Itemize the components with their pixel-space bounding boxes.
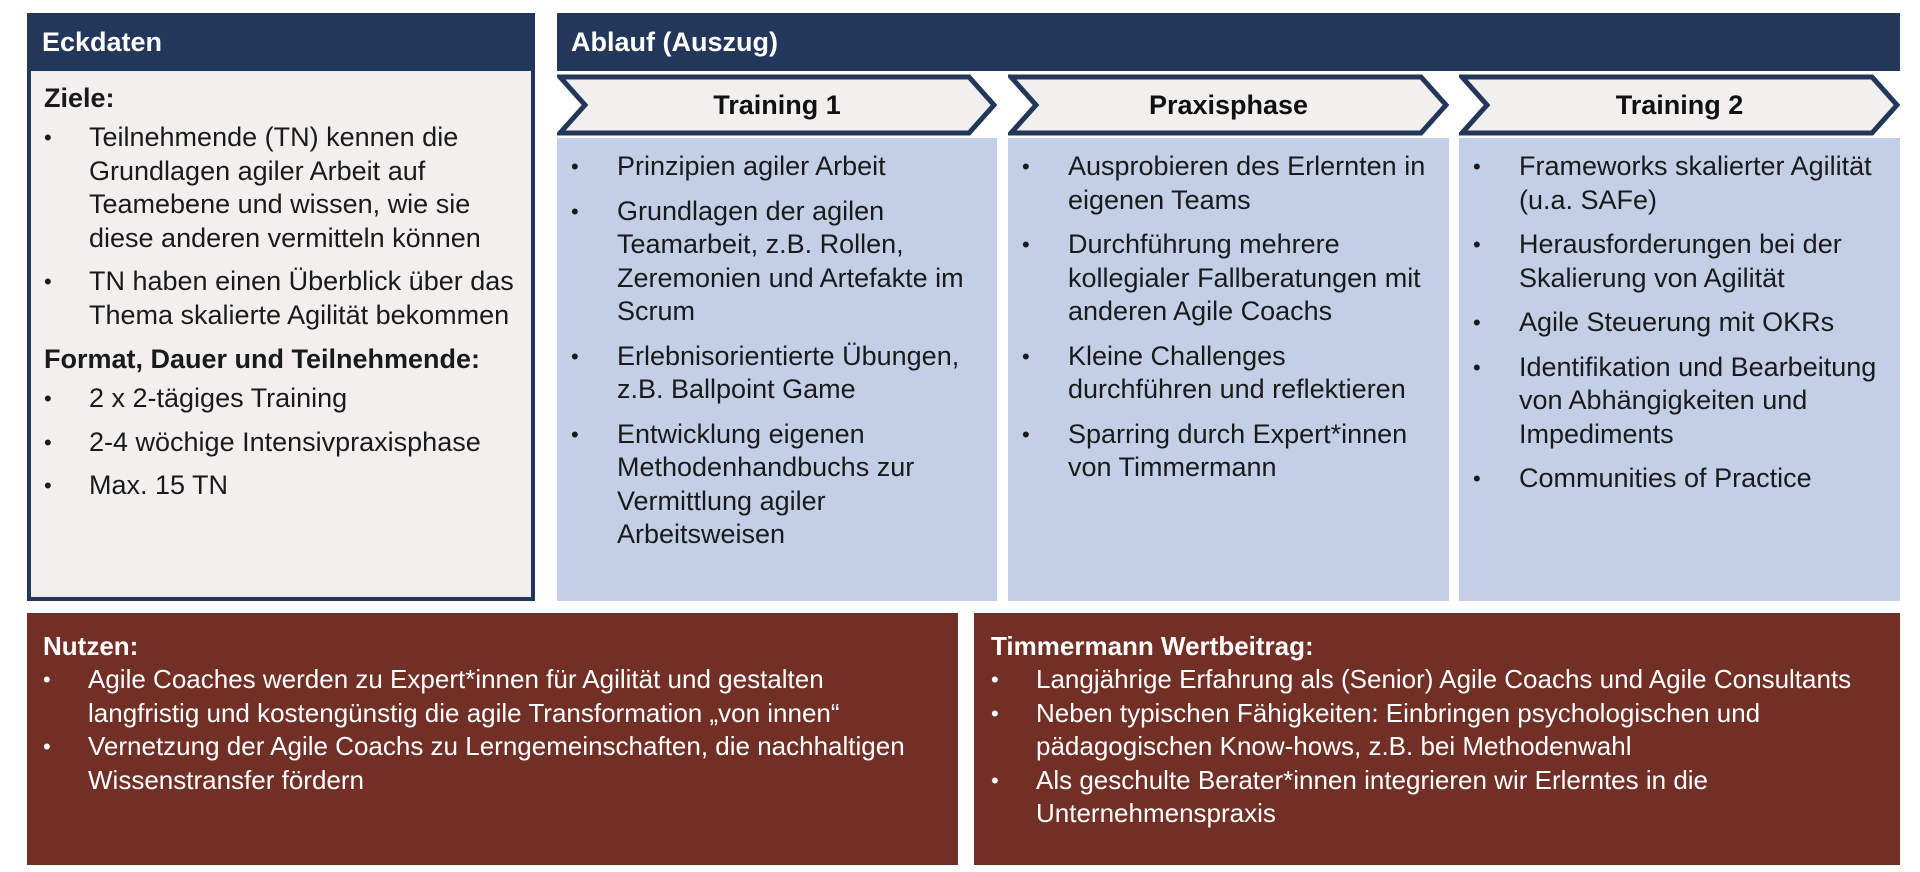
ziele-list [44,121,519,332]
list-item: • Agile Steuerung mit OKRs [1473,306,1886,340]
list-item: • Langjährige Erfahrung als (Senior) Agile Coachs und Agile Consultants [991,663,1884,697]
nutzen-heading: Nutzen: [43,631,139,661]
list-item: • Prinzipien agiler Arbeit [571,150,983,184]
nutzen-list [43,663,942,797]
praxisphase-content [1008,138,1449,601]
list-item: • Frameworks skalierter Agilität (u.a. SAFe) [1473,150,1886,217]
format-list [44,382,519,503]
training-2-content [1459,138,1900,601]
chevron-training-1 [557,74,997,136]
ablauf-title: Ablauf (Auszug) [571,27,778,57]
training-1-content [557,138,997,601]
list-item: • 2 x 2-tägiges Training [44,382,519,416]
list-item: • Durchführung mehrere kollegialer Fallberatungen mit anderen Agile Coachs [1022,228,1435,329]
training-2-list [1473,150,1886,496]
chevron-label: Praxisphase [1148,89,1309,120]
list-item: • Kleine Challenges durchführen und reflektieren [1022,340,1435,407]
format-heading: Format, Dauer und Teilnehmende: [44,344,481,374]
list-item: • Herausforderungen bei der Skalierung von Agilität [1473,228,1886,295]
training-1-list [571,150,983,552]
chevron-label: Training 2 [1615,89,1744,120]
eckdaten-header [27,13,535,71]
ziele-heading: Ziele: [44,83,115,113]
nutzen-panel [27,613,958,865]
list-item: • Grundlagen der agilen Teamarbeit, z.B. Rollen, Zeremonien und Artefakte im Scrum [571,195,983,329]
list-item: • Entwicklung eigenen Methodenhandbuchs zur Vermittlung agiler Arbeitsweisen [571,418,983,552]
list-item: • Erlebnisorientierte Übungen, z.B. Ballpoint Game [571,340,983,407]
list-item: • Max. 15 TN [44,469,519,503]
list-item: • TN haben einen Überblick über das Thema skalierte Agilität bekommen [44,265,519,332]
chevron-label: Training 1 [713,89,841,120]
list-item: • Sparring durch Expert*innen von Timmermann [1022,418,1435,485]
eckdaten-panel [27,71,535,601]
chevron-praxisphase [1008,74,1449,136]
list-item: • Vernetzung der Agile Coachs zu Lerngemeinschaften, die nachhaltigen Wissenstransfer fördern [43,730,942,797]
list-item: • Agile Coaches werden zu Expert*innen für Agilität und gestalten langfristig und kostengünstig die agile Transformation „von innen“ [43,663,942,730]
eckdaten-title: Eckdaten [42,27,163,57]
list-item: • Identifikation und Bearbeitung von Abhängigkeiten und Impediments [1473,351,1886,452]
wertbeitrag-heading: Timmermann Wertbeitrag: [991,631,1314,661]
list-item: • Teilnehmende (TN) kennen die Grundlagen agiler Arbeit auf Teamebene und wissen, wie sie diese anderen vermitteln können [44,121,519,255]
list-item: • 2-4 wöchige Intensivpraxisphase [44,426,519,460]
chevron-training-2 [1459,74,1900,136]
wertbeitrag-list [991,663,1884,831]
list-item: • Als geschulte Berater*innen integrieren wir Erlerntes in die Unternehmenspraxis [991,764,1884,831]
list-item: • Neben typischen Fähigkeiten: Einbringen psychologischen und pädagogischen Know-hows, z.B. bei Methodenwahl [991,697,1884,764]
praxisphase-list [1022,150,1435,485]
ablauf-header [557,13,1900,71]
list-item: • Ausprobieren des Erlernten in eigenen Teams [1022,150,1435,217]
list-item: • Communities of Practice [1473,462,1886,496]
wertbeitrag-panel [974,613,1900,865]
